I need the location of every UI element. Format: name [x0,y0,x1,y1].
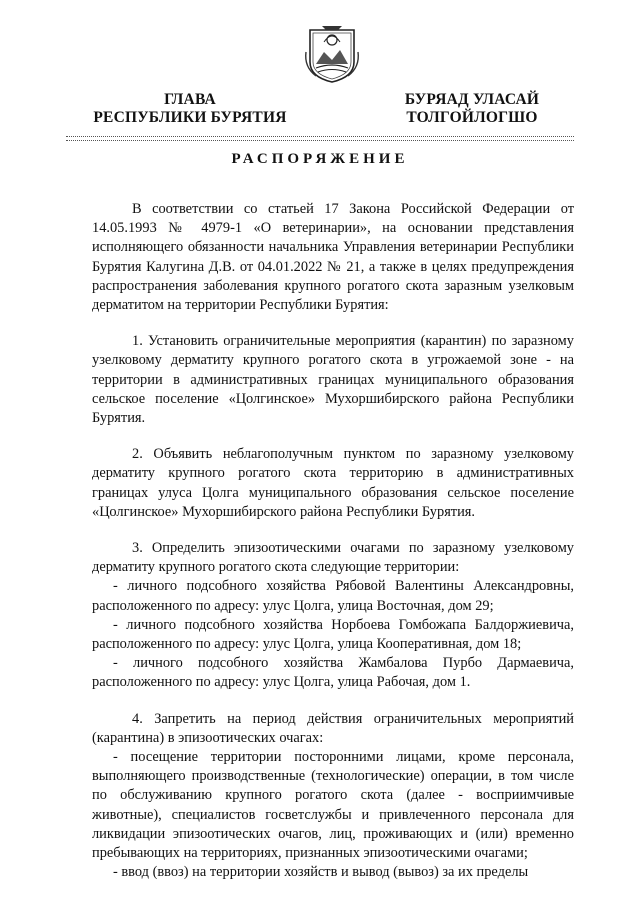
item-4-sub-1: - посещение территории посторонними лицами, кроме персонала, выполняющего производственные (технологические) операции, в том числе по обслуживанию крупного рогатого скота (далее - восприимчивые животные), специалистов госветслужбы и привлеченного персонала для ликвидации эпизоотических очагов, лиц, проживающих и (или) временно пребывающих на территориях, признанных эпизоотическими очагами; [92,749,574,862]
item-3-sub-3: - личного подсобного хозяйства Жамбалова Пурбо Дармаевича, расположенного по адресу: улус Цолга, улица Рабочая, дом 1. [92,655,574,691]
item-3-sub-2: - личного подсобного хозяйства Норбоева Гомбожапа Балдоржиевича, расположенного по адресу: улус Цолга, улица Кооперативная, дом 18; [92,616,574,653]
preamble-paragraph: В соответствии со статьей 17 Закона Российской Федерации от 14.05.1993 № 4979-1 «О ветеринарии», на основании представления исполняющего обязанности начальника Управления ветеринарии Республики Бурятия Калугина Д.В. от 04.01.2022 № 21, а также в целях предупреждения распространения заболевания крупного рогатого скота заразным узелковым дерматитом на территории Республики Бурятия: [92,201,574,314]
issuer-header-bua [372,91,572,127]
item-3-lead: 3. Определить эпизоотическими очагами по заразному узелковому дерматиту крупного рогатого скота следующие территории: [92,540,574,576]
republic-emblem [302,22,362,84]
document-title: РАСПОРЯЖЕНИЕ [231,151,409,167]
issuer-line-1: ГЛАВА [164,91,216,108]
item-3-sub-1: - личного подсобного хозяйства Рябовой Валентины Александровны, расположенного по адресу: улус Цолга, улица Восточная, дом 29; [92,578,574,614]
item-4-lead: 4. Запретить на период действия ограничительных мероприятий (карантина) в эпизоотических очагах: [92,710,574,746]
issuer-bua-line-1: БУРЯАД УЛАСАЙ [404,91,540,108]
header-divider [66,136,574,137]
item-1-paragraph: 1. Установить ограничительные мероприятия (карантин) по заразному узелковому дерматиту крупного рогатого скота в угрожаемой зоне - на территории в административных границах муниципального образования сельское поселение «Цолгинское» Мухоршибирского района Республики Бурятия. [92,333,574,427]
issuer-line-2: РЕСПУБЛИКИ БУРЯТИЯ [93,109,287,126]
document-body [92,200,574,883]
item-2-paragraph: 2. Объявить неблагополучным пунктом по заразному узелковому дерматиту крупного рогатого скота территорию в административных границах улуса Цолга муниципального образования сельское поселение «Цолгинское» Мухоршибирского района Республики Бурятия. [92,446,574,520]
item-4-sub-2: - ввод (ввоз) на территории хозяйств и вывод (вывоз) за их пределы [113,864,529,881]
issuer-bua-line-2: ТОЛГОЙЛОГШО [406,109,538,126]
header-divider-lower [66,140,574,141]
issuer-header-ru [80,91,300,127]
